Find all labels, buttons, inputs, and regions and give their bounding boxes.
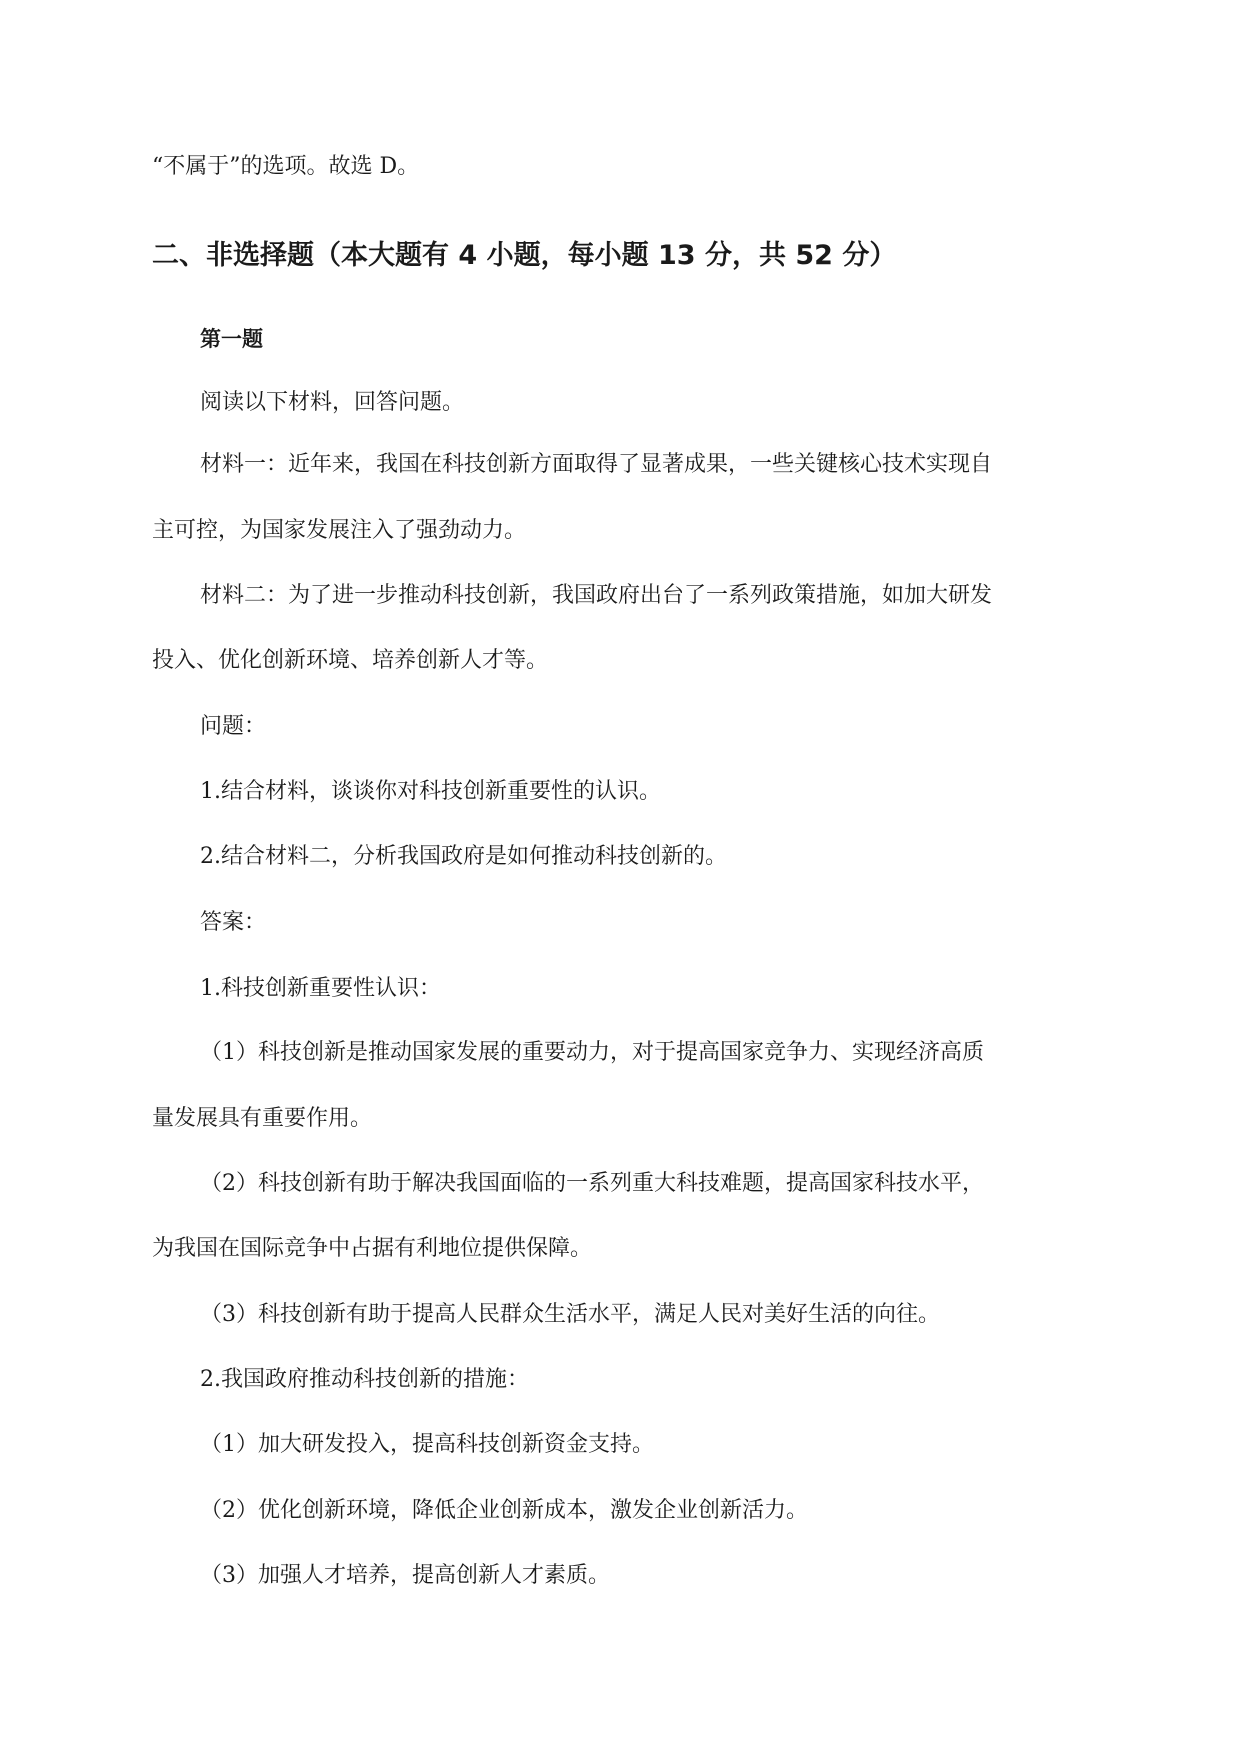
text-line-answer-1-heading: 1.科技创新重要性认识： — [200, 976, 441, 1001]
section-heading: 二、非选择题（本大题有 4 小题，每小题 13 分，共 52 分） — [152, 240, 897, 271]
text-line-prev-answer-end: “不属于”的选项。故选 D。 — [152, 154, 420, 179]
text-line-material-one: 材料一：近年来，我国在科技创新方面取得了显著成果，一些关键核心技术实现自 — [200, 452, 993, 477]
text-line-answer-2-point-2: （2）优化创新环境，降低企业创新成本，激发企业创新活力。 — [200, 1498, 808, 1523]
text-line-answer-1-point-3: （3）科技创新有助于提高人民群众生活水平，满足人民对美好生活的向往。 — [200, 1302, 940, 1327]
text-line-material-two: 材料二：为了进一步推动科技创新，我国政府出台了一系列政策措施，如加大研发 — [200, 583, 993, 608]
text-line-answer-1-point-1: （1）科技创新是推动国家发展的重要动力，对于提高国家竞争力、实现经济高质 — [200, 1040, 984, 1065]
text-line-material-one-cont: 主可控，为国家发展注入了强劲动力。 — [152, 518, 527, 543]
text-line-question-2: 2.结合材料二，分析我国政府是如何推动科技创新的。 — [200, 844, 727, 869]
text-line-instruction: 阅读以下材料，回答问题。 — [200, 390, 465, 415]
text-line-answer-2-point-1: （1）加大研发投入，提高科技创新资金支持。 — [200, 1432, 654, 1457]
text-line-answer-1-point-1-cont: 量发展具有重要作用。 — [152, 1106, 373, 1131]
text-line-question-label: 问题： — [200, 714, 267, 739]
text-line-answer-1-point-2-cont: 为我国在国际竞争中占据有利地位提供保障。 — [152, 1236, 593, 1261]
text-line-material-two-cont: 投入、优化创新环境、培养创新人才等。 — [152, 648, 549, 673]
question-title: 第一题 — [200, 327, 263, 351]
text-line-answer-2-point-3: （3）加强人才培养，提高创新人才素质。 — [200, 1563, 610, 1588]
text-line-answer-2-heading: 2.我国政府推动科技创新的措施： — [200, 1367, 529, 1392]
text-line-answer-label: 答案： — [200, 910, 267, 935]
text-line-question-1: 1.结合材料，谈谈你对科技创新重要性的认识。 — [200, 779, 661, 804]
text-line-answer-1-point-2: （2）科技创新有助于解决我国面临的一系列重大科技难题，提高国家科技水平， — [200, 1171, 984, 1196]
